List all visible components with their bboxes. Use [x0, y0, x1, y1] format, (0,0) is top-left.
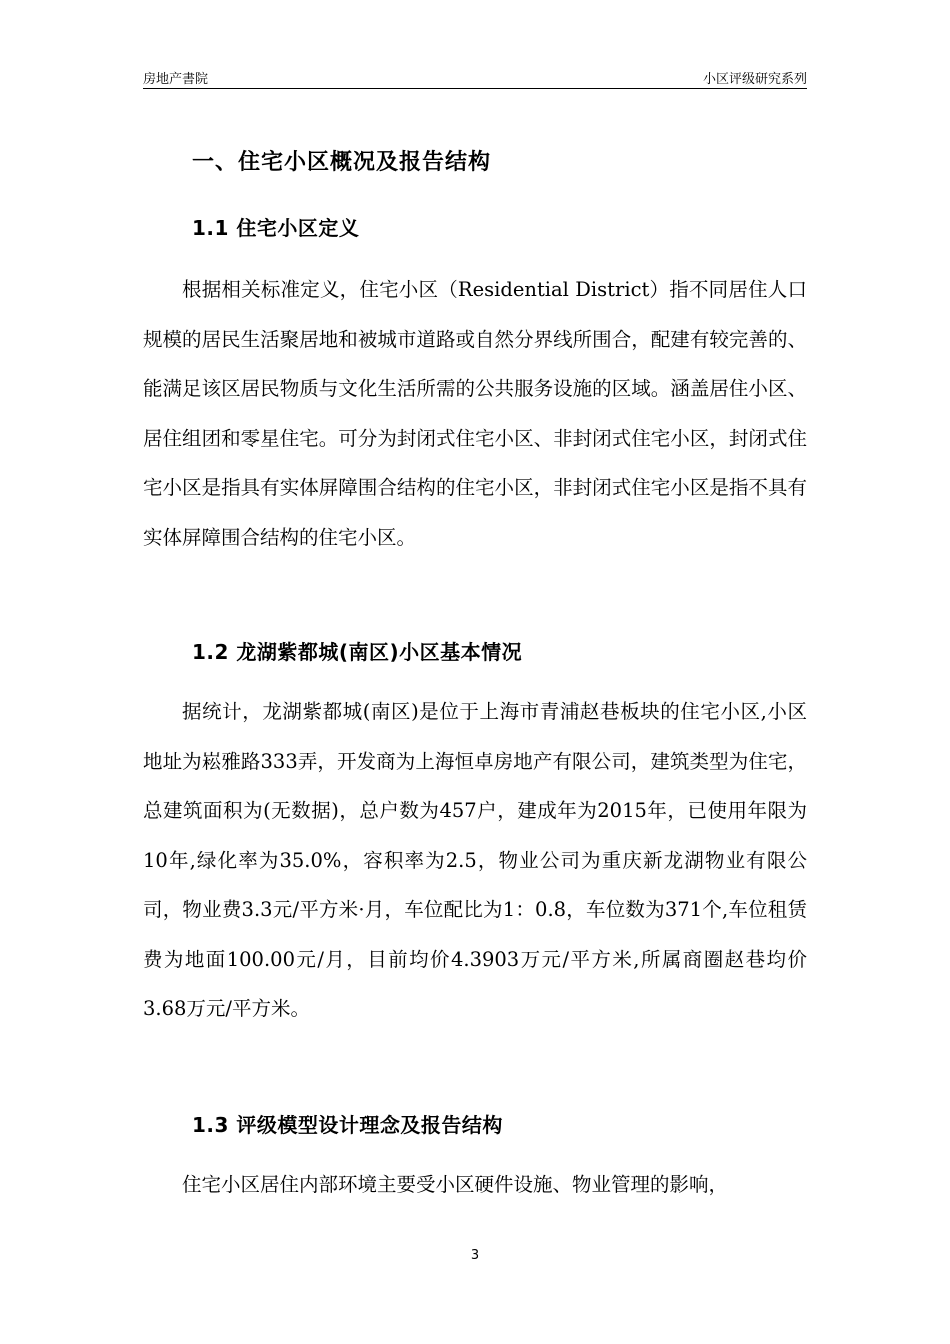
paragraph-definition: 根据相关标准定义，住宅小区（Residential District）指不同居住人口规模的居民生活聚居地和被城市道路或自然分界线所围合，配建有较完善的、能满足该区居民物质与文化生活所需的公共服务设施的区域。涵盖居住小区、居住组团和零星住宅。可分为封闭式住宅小区、非封闭式住宅小区，封闭式住宅小区是指具有实体屏障围合结构的住宅小区，非封闭式住宅小区是指不具有实体屏障围合结构的住宅小区。	[143, 278, 807, 549]
page-number: 3	[470, 1248, 480, 1263]
section-title: 一、住宅小区概况及报告结构	[192, 150, 492, 175]
page-header	[143, 62, 807, 89]
paragraph-basic-info: 据统计，龙湖紫都城(南区)是位于上海市青浦赵巷板块的住宅小区,小区地址为崧雅路333弄，开发商为上海恒卓房地产有限公司，建筑类型为住宅，总建筑面积为(无数据)，总户数为457户，建成年为2015年，已使用年限为10年,绿化率为35.0%，容积率为2.5，物业公司为重庆新龙湖物业有限公司，物业费3.3元/平方米·月，车位配比为1：0.8，车位数为371个,车位租赁费为地面100.00元/月，目前均价4.3903万元/平方米,所属商圈赵巷均价3.68万元/平方米。	[143, 700, 807, 1020]
header-publisher: 房地产書院	[143, 72, 209, 87]
subsection-title-1-1: 1.1 住宅小区定义	[192, 216, 360, 240]
subsection-title-1-2: 1.2 龙湖紫都城(南区)小区基本情况	[192, 640, 523, 664]
header-series-title: 小区评级研究系列	[702, 72, 807, 87]
paragraph-model-design: 住宅小区居住内部环境主要受小区硬件设施、物业管理的影响，	[182, 1173, 729, 1196]
subsection-title-1-3: 1.3 评级模型设计理念及报告结构	[192, 1113, 503, 1137]
